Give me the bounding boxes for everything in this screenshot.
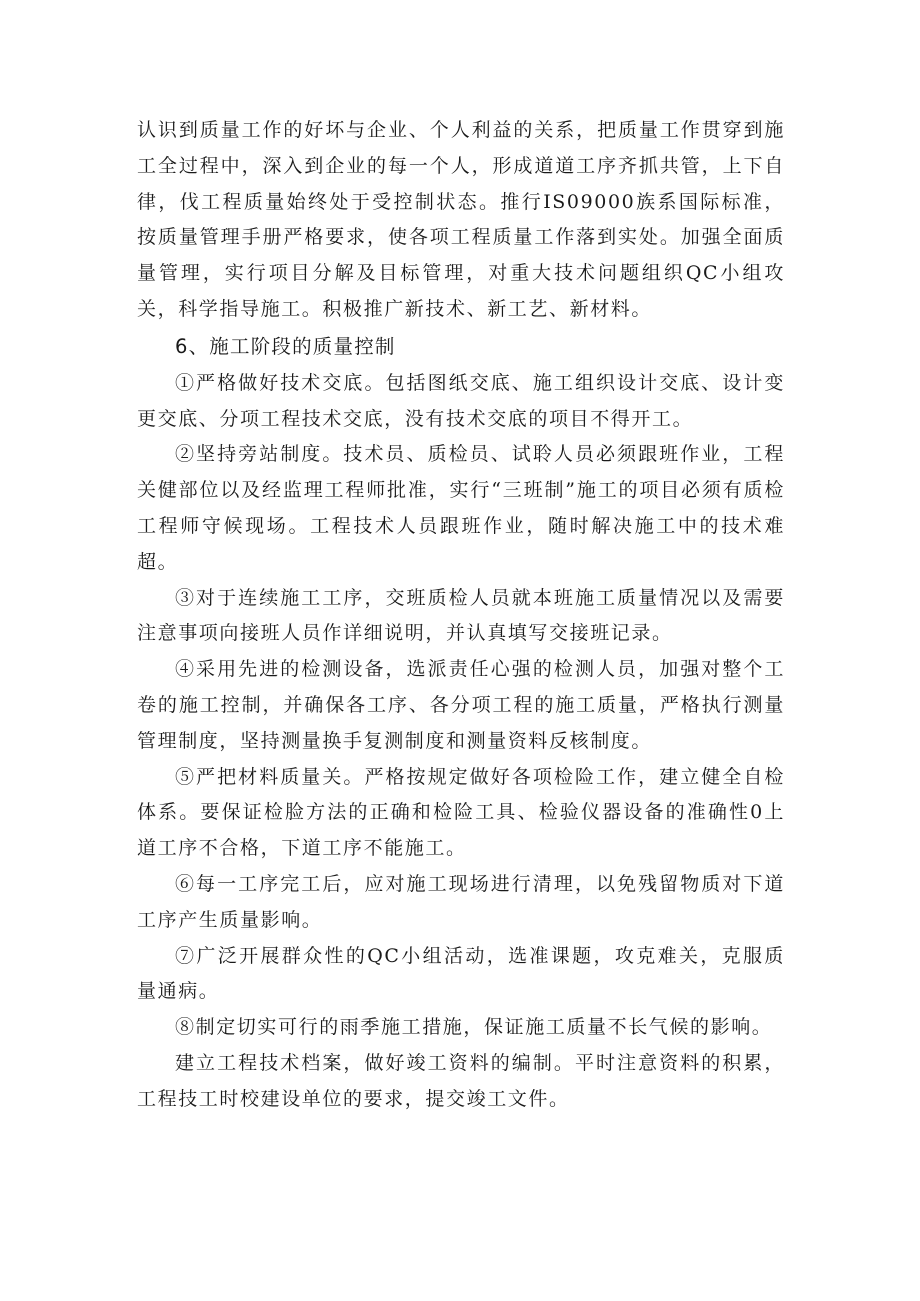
- closing-paragraph: 建立工程技术档案，做好竣工资料的编制。平时注意资料的积累，工程技工时校建设单位的要求，提交竣工文件。: [137, 1051, 785, 1110]
- section-heading: 6、施工阶段的质量控制: [175, 334, 396, 358]
- list-item-3: ③对于连续施工工序，交班质检人员就本班施工质量情况以及需要注意事项向接班人员作详细说明，并认真填写交接班记录。: [137, 586, 785, 645]
- list-item-6: ⑥每一工序完工后，应对施工现场进行清理，以免残留物质对下道工序产生质量影响。: [137, 872, 785, 931]
- list-item-2: ②坚持旁站制度。技术员、质检员、试聆人员必须跟班作业，工程关健部位以及经监理工程师批准，实行“三班制”施工的项目必须有质检工程师守候现场。工程技术人员跟班作业，随时解决施工中的技术难超。: [137, 443, 785, 573]
- list-item-4: ④采用先进的检测设备，选派责任心强的检测人员，加强对整个工卷的施工控制，并确保各工序、各分项工程的施工质量，严格执行测量管理制度，坚持测量换手复测制度和测量资料反核制度。: [137, 658, 785, 752]
- list-item-8: ⑧制定切实可行的雨季施工措施，保证施工质量不长气候的影响。: [175, 1016, 773, 1039]
- document-body: [137, 113, 785, 1118]
- intro-paragraph: 认识到质量工作的好坏与企业、个人利益的关系，把质量工作贯穿到施工全过程中，深入到企业的每一个人，形成道道工序齐抓共管，上下自律，伐工程质量始终处于受控制状态。推行IS09000族系国际标准，按质量管理手册严格要求，使各项工程质量工作落到实处。加强全面质量管理，实行项目分解及目标管理，对重大技术问题组织QC小组攻关，科学指导施工。积极推广新技术、新工艺、新材料。: [137, 119, 785, 320]
- list-item-7: ⑦广泛开展群众性的QC小组活动，选准课题，攻克难关，克服质量通病。: [137, 944, 785, 1003]
- list-item-5: ⑤严把材料质量关。严格按规定做好各项检险工作，建立健全自检体系。要保证检脸方法的正确和检险工具、检验仪器设备的准确性0上道工序不合格，下道工序不能施工。: [137, 765, 785, 860]
- list-item-1: ①严格做好技术交底。包括图纸交底、施工组织设计交底、设计变更交底、分项工程技术交底，没有技术交底的项目不得开工。: [137, 371, 785, 430]
